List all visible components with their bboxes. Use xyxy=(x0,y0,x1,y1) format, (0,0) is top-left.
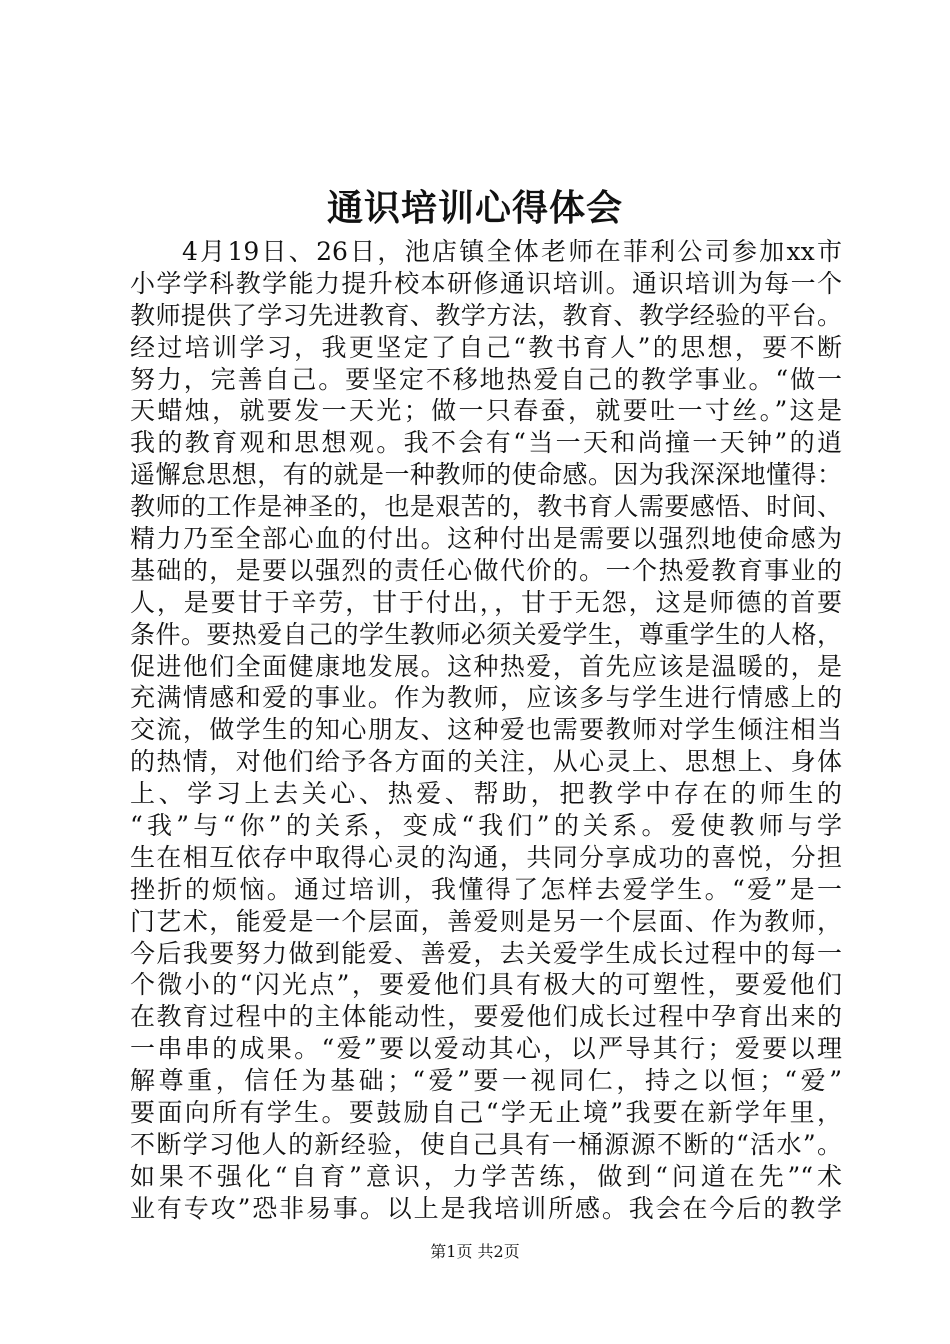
paragraph-line: 上、学习上去关心、热爱、帮助，把教学中存在的师生的 xyxy=(130,779,842,809)
paragraph-line: 教师的工作是神圣的，也是艰苦的，教书育人需要感悟、时间、 xyxy=(130,492,842,522)
paragraph-line: 挫折的烦恼。通过培训，我懂得了怎样去爱学生。“爱”是一 xyxy=(130,874,842,904)
paragraph-line: 经过培训学习，我更坚定了自己“教书育人”的思想，要不断 xyxy=(130,332,842,362)
paragraph-line: 业有专攻”恐非易事。以上是我培训所感。我会在今后的教学 xyxy=(130,1193,842,1223)
paragraph-line: 4月19日、26日，池店镇全体老师在菲利公司参加xx市 xyxy=(182,237,842,266)
paragraph-line: 要面向所有学生。要鼓励自己“学无止境”我要在新学年里， xyxy=(130,1098,842,1128)
paragraph-line: 一串串的成果。“爱”要以爱动其心，以严导其行；爱要以理 xyxy=(130,1034,842,1064)
paragraph-line: 解尊重，信任为基础；“爱”要一视同仁，持之以恒；“爱” xyxy=(130,1066,842,1096)
paragraph-line: 交流，做学生的知心朋友、这种爱也需要教师对学生倾注相当 xyxy=(130,715,842,745)
paragraph-line: 的热情，对他们给予各方面的关注，从心灵上、思想上、身体 xyxy=(130,747,842,777)
paragraph-line: 人，是要甘于辛劳，甘于付出，，甘于无怨，这是师德的首要 xyxy=(130,587,842,617)
paragraph-line: 我的教育观和思想观。我不会有“当一天和尚撞一天钟”的逍 xyxy=(130,428,842,458)
paragraph-line: 个微小的“闪光点”，要爱他们具有极大的可塑性，要爱他们 xyxy=(130,970,842,1000)
document-body xyxy=(130,236,842,1225)
paragraph-line: 今后我要努力做到能爱、善爱，去关爱学生成长过程中的每一 xyxy=(130,938,842,968)
paragraph-line: 努力，完善自己。要坚定不移地热爱自己的教学事业。“做一 xyxy=(130,364,842,394)
paragraph-line: 门艺术，能爱是一个层面，善爱则是另一个层面、作为教师， xyxy=(130,906,842,936)
paragraph-line: 教师提供了学习先进教育、教学方法，教育、教学经验的平台。 xyxy=(130,300,842,330)
document-title: 通识培训心得体会 xyxy=(326,187,623,229)
paragraph-line: 遥懈怠思想，有的就是一种教师的使命感。因为我深深地懂得： xyxy=(130,460,842,490)
paragraph-line: 生在相互依存中取得心灵的沟通，共同分享成功的喜悦，分担 xyxy=(130,842,842,872)
paragraph-line: 不断学习他人的新经验，使自己具有一桶源源不断的“活水”。 xyxy=(130,1129,842,1159)
paragraph-line: 小学学科教学能力提升校本研修通识培训。通识培训为每一个 xyxy=(130,268,842,298)
paragraph-line: 基础的，是要以强烈的责任心做代价的。一个热爱教育事业的 xyxy=(130,555,842,585)
paragraph-line: 充满情感和爱的事业。作为教师，应该多与学生进行情感上的 xyxy=(130,683,842,713)
paragraph-line: 精力乃至全部心血的付出。这种付出是需要以强烈地使命感为 xyxy=(130,524,842,554)
page-footer: 第1页 共2页 xyxy=(430,1242,520,1261)
paragraph-line: “我”与“你”的关系，变成“我们”的关系。爱使教师与学 xyxy=(130,811,842,841)
paragraph-line: 天蜡烛，就要发一天光；做一只春蚕，就要吐一寸丝。”这是 xyxy=(130,396,842,426)
paragraph-line: 在教育过程中的主体能动性，要爱他们成长过程中孕育出来的 xyxy=(130,1002,842,1032)
paragraph-line: 如果不强化“自育”意识，力学苦练，做到“问道在先”“术 xyxy=(130,1161,842,1191)
paragraph-line: 条件。要热爱自己的学生教师必须关爱学生，尊重学生的人格， xyxy=(130,619,842,649)
paragraph-line: 促进他们全面健康地发展。这种热爱，首先应该是温暖的，是 xyxy=(130,651,842,681)
